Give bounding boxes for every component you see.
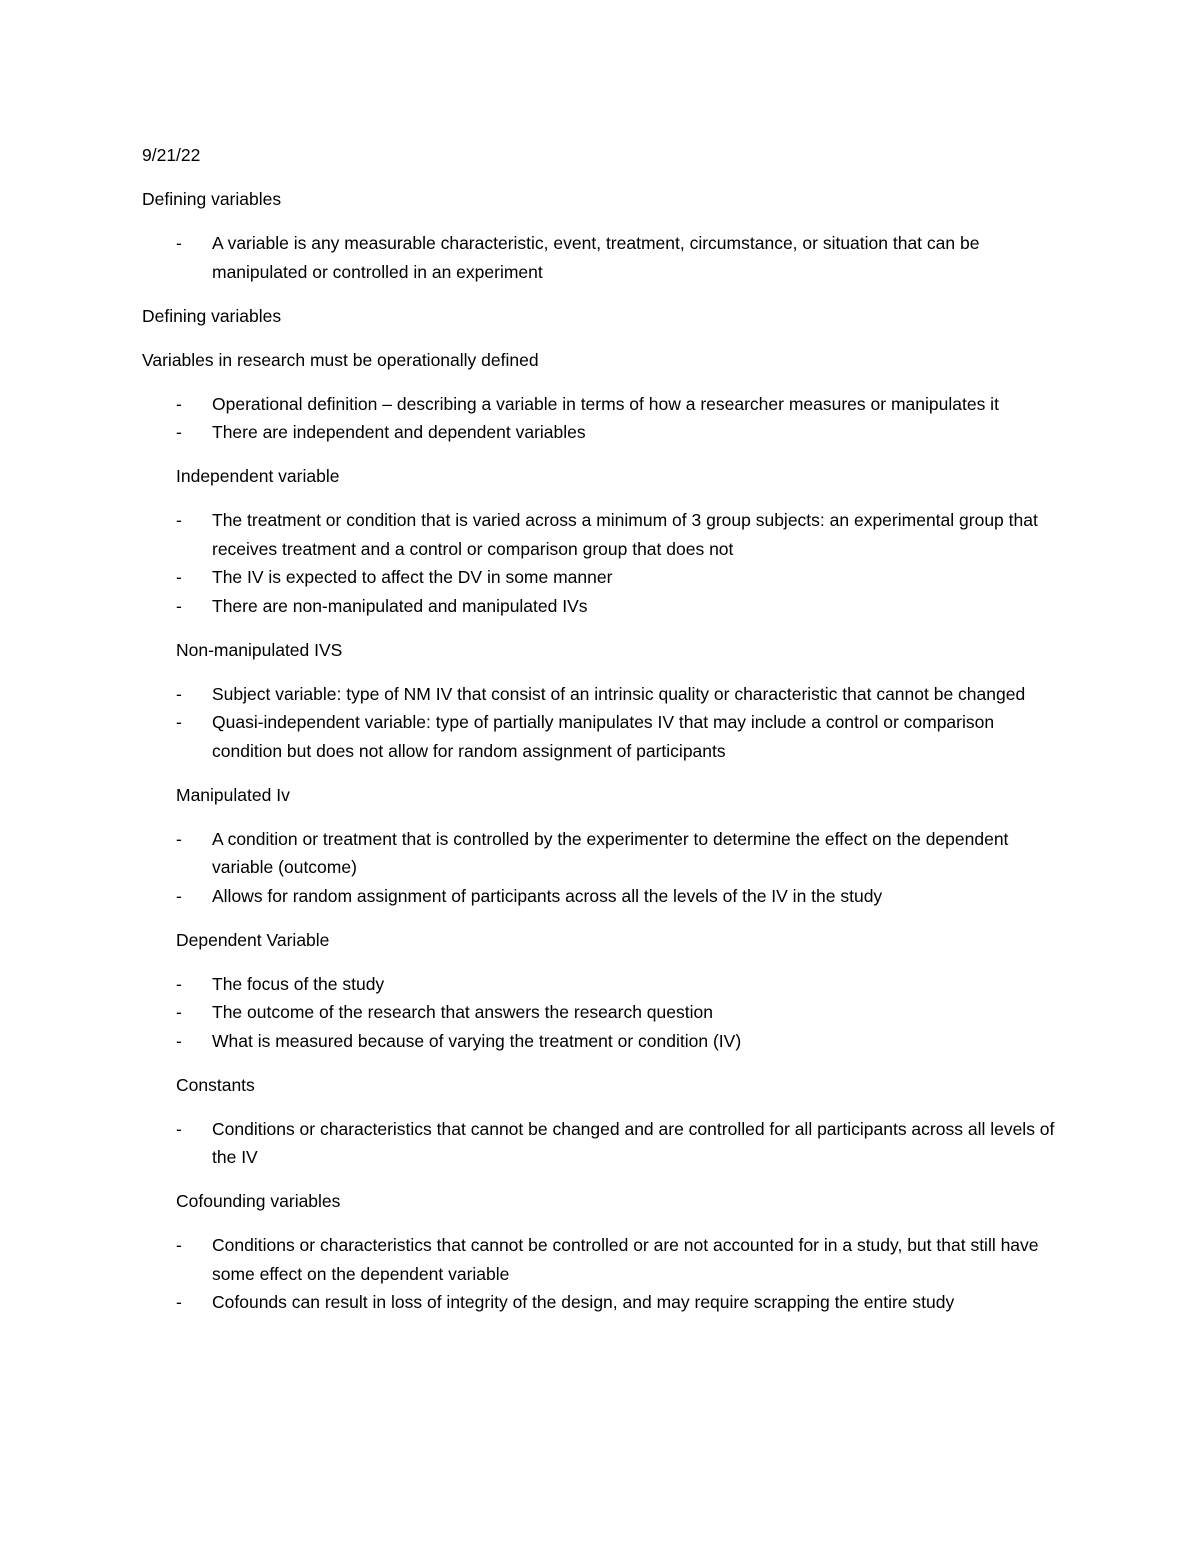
list-item bbox=[142, 506, 1062, 563]
heading-constants: Constants bbox=[176, 1074, 255, 1095]
list-item bbox=[142, 563, 1062, 592]
list-item-text: A condition or treatment that is controlled by the experimenter to determine the effect on the dependent variable (outcome) bbox=[212, 828, 1009, 877]
bullet-list-dependent bbox=[142, 970, 1062, 1056]
list-item-text: Cofounds can result in loss of integrity of the design, and may require scrapping the entire study bbox=[212, 1292, 955, 1312]
list-item-text: What is measured because of varying the treatment or condition (IV) bbox=[212, 1030, 742, 1051]
list-item-text: The focus of the study bbox=[212, 973, 385, 994]
list-item bbox=[142, 680, 1062, 709]
bullet-dash: - bbox=[176, 1292, 182, 1312]
list-item-text: Operational definition – describing a variable in terms of how a researcher measures or manipulates it bbox=[212, 393, 999, 414]
bullet-dash: - bbox=[176, 567, 182, 587]
list-item bbox=[142, 592, 1062, 621]
list-item bbox=[142, 229, 1062, 286]
list-item-text: The treatment or condition that is varied across a minimum of 3 group subjects: an experimental group that receives treatment and a control or comparison group that does not bbox=[212, 510, 1038, 559]
heading-defining-variables: Defining variables bbox=[142, 189, 282, 209]
bullet-dash: - bbox=[176, 422, 182, 442]
bullet-list-cofounding bbox=[142, 1231, 1062, 1317]
bullet-dash: - bbox=[176, 1030, 182, 1051]
list-item-text: The outcome of the research that answers the research question bbox=[212, 1002, 713, 1022]
bullet-list-constants bbox=[142, 1115, 1062, 1172]
list-item-text: The IV is expected to affect the DV in some manner bbox=[212, 567, 613, 587]
list-item bbox=[142, 882, 1062, 911]
bullet-dash: - bbox=[176, 828, 182, 849]
bullet-dash: - bbox=[176, 510, 182, 530]
list-item bbox=[142, 1288, 1062, 1317]
bullet-dash: - bbox=[176, 885, 182, 906]
list-item bbox=[142, 418, 1062, 447]
bullet-dash: - bbox=[176, 683, 182, 704]
list-item-text: A variable is any measurable characteristic, event, treatment, circumstance, or situation that can be manipulated or controlled in an experiment bbox=[212, 233, 980, 282]
heading-independent-variable: Independent variable bbox=[176, 466, 340, 486]
list-item-text: Subject variable: type of NM IV that consist of an intrinsic quality or characteristic that cannot be changed bbox=[212, 683, 1026, 704]
bullet-dash: - bbox=[176, 973, 182, 994]
list-item bbox=[142, 970, 1062, 999]
heading-cofounding-variables: Cofounding variables bbox=[176, 1191, 341, 1211]
bullet-list-non-manipulated bbox=[142, 680, 1062, 766]
bullet-dash: - bbox=[176, 1118, 182, 1139]
bullet-list-defining bbox=[142, 229, 1062, 286]
heading-dependent-variable: Dependent Variable bbox=[176, 929, 330, 950]
heading-non-manipulated-ivs: Non-manipulated IVS bbox=[176, 639, 343, 660]
list-item-text: Conditions or characteristics that cannot be changed and are controlled for all participants across all levels of the IV bbox=[212, 1118, 1055, 1167]
bullet-list-independent bbox=[142, 506, 1062, 620]
list-item-text: Allows for random assignment of participants across all the levels of the IV in the study bbox=[212, 885, 883, 906]
date-line: 9/21/22 bbox=[142, 145, 201, 165]
bullet-dash: - bbox=[176, 595, 182, 616]
document-body bbox=[142, 141, 1062, 1332]
list-item-text: Quasi-independent variable: type of partially manipulates IV that may include a control or comparison condition but does not allow for random assignment of participants bbox=[212, 712, 995, 761]
list-item-text: There are non-manipulated and manipulated IVs bbox=[212, 595, 588, 616]
intro-line: Variables in research must be operationally defined bbox=[142, 349, 539, 370]
list-item-text: Conditions or characteristics that cannot be controlled or are not accounted for in a study, but that still have some effect on the dependent variable bbox=[212, 1235, 1039, 1284]
list-item bbox=[142, 708, 1062, 765]
bullet-dash: - bbox=[176, 712, 182, 732]
bullet-list-manipulated bbox=[142, 825, 1062, 911]
list-item bbox=[142, 1115, 1062, 1172]
list-item bbox=[142, 825, 1062, 882]
bullet-dash: - bbox=[176, 233, 182, 253]
list-item-text: There are independent and dependent variables bbox=[212, 422, 586, 442]
list-item bbox=[142, 998, 1062, 1027]
list-item bbox=[142, 1231, 1062, 1288]
bullet-dash: - bbox=[176, 393, 182, 414]
bullet-dash: - bbox=[176, 1002, 182, 1022]
list-item bbox=[142, 390, 1062, 419]
bullet-list-operational bbox=[142, 390, 1062, 447]
heading-manipulated-iv: Manipulated Iv bbox=[176, 784, 290, 805]
list-item bbox=[142, 1027, 1062, 1056]
bullet-dash: - bbox=[176, 1235, 182, 1255]
heading-defining-variables-2: Defining variables bbox=[142, 305, 282, 326]
